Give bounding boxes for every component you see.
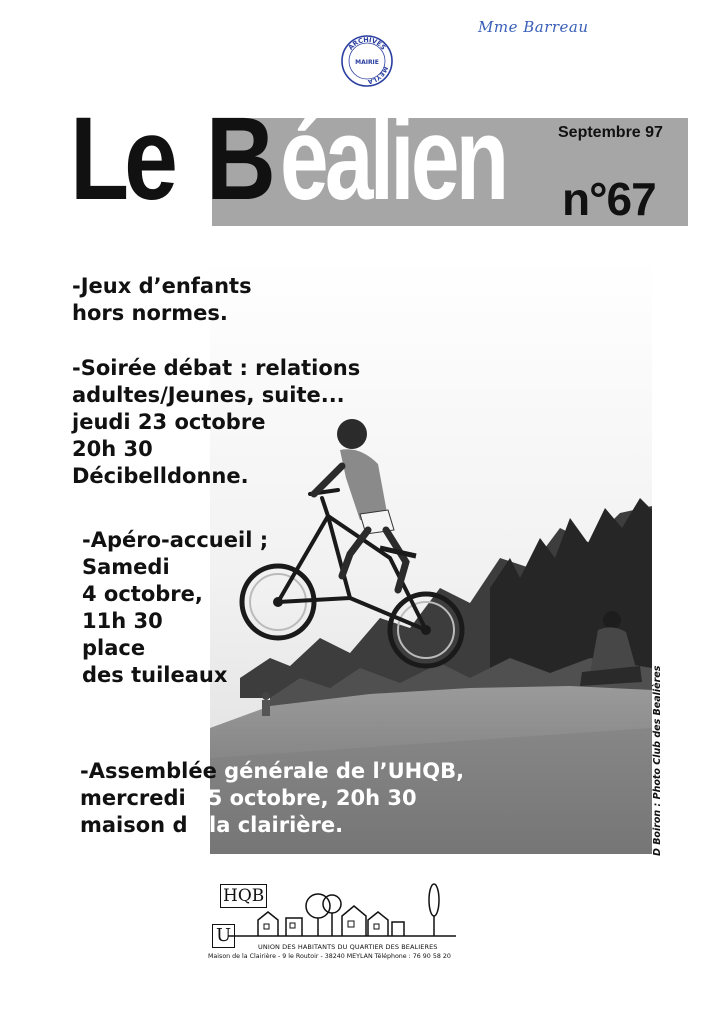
issue-date: Septembre 97: [558, 124, 663, 141]
agenda-line: -Jeux d’enfants: [72, 274, 252, 298]
logo-u: U: [212, 924, 235, 948]
agenda-line: -Assemblée générale de l’UHQB,: [80, 759, 465, 783]
agenda-item-soiree-debat: [72, 355, 360, 490]
archive-stamp: [340, 34, 394, 88]
stamp-line-meylan: MEYLA: [367, 65, 389, 86]
agenda-item-assemblee: [80, 758, 464, 839]
masthead-title-le: Le: [70, 93, 174, 225]
organization-name: UNION DES HABITANTS DU QUARTIER DES BEALIERES: [258, 943, 438, 951]
agenda-item-apero: [82, 527, 268, 689]
photo-credit-text: D Boiron : Photo Club des Bealières: [652, 665, 663, 856]
agenda-line: 11h 30: [82, 609, 163, 633]
agenda-line: maison de la clairière.: [80, 813, 344, 837]
svg-text:ARCHIVES: [347, 36, 388, 52]
issue-number: n°67: [562, 173, 656, 225]
agenda-line: mercredi 15 octobre, 20h 30: [80, 786, 417, 810]
logo-hqb: HQB: [220, 884, 267, 908]
masthead-title-b: B: [206, 93, 276, 225]
agenda-line: 20h 30: [72, 437, 153, 461]
agenda-line: des tuileaux: [82, 663, 228, 687]
agenda-line: -Soirée débat : relations: [72, 356, 361, 380]
stamp-line-mairie: MAIRIE: [355, 59, 379, 66]
agenda-line: jeudi 23 octobre: [72, 410, 266, 434]
agenda-line: place: [82, 636, 146, 660]
agenda-line: 4 octobre,: [82, 582, 203, 606]
photo-credit: [652, 665, 674, 856]
masthead-title-rest: éalien: [280, 93, 506, 225]
agenda-item-jeux: [72, 273, 252, 327]
agenda-line: Samedi: [82, 555, 170, 579]
organization-address: Maison de la Clairière - 9 le Routoir - 38240 MEYLAN Téléphone : 76 90 58 20: [208, 953, 451, 960]
agenda-line: hors normes.: [72, 301, 228, 325]
agenda-line: adultes/Jeunes, suite...: [72, 383, 345, 407]
handwritten-note: Mme Barreau: [478, 18, 589, 36]
stamp-line-archives: ARCHIVES: [346, 35, 388, 52]
agenda-line: -Apéro-accueil ;: [82, 528, 269, 552]
agenda-line: Décibelldonne.: [72, 464, 249, 488]
